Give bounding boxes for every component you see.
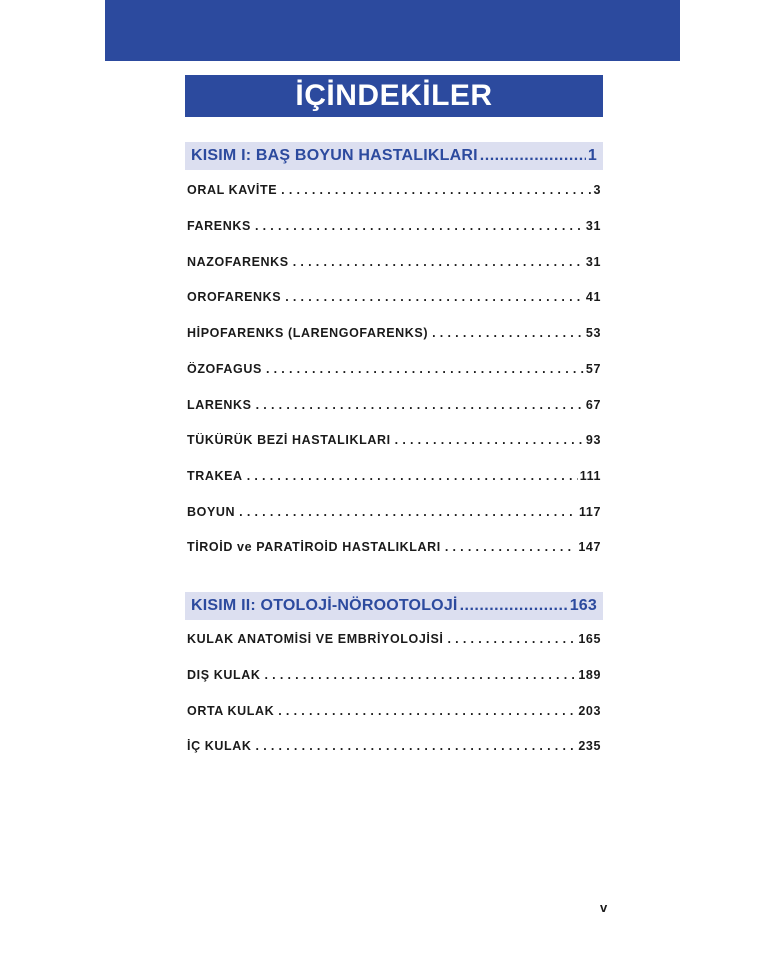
toc-entry-page: 189 bbox=[578, 668, 601, 682]
dot-leader bbox=[448, 632, 577, 646]
dot-leader bbox=[266, 362, 584, 376]
toc-entry-page: 57 bbox=[585, 362, 601, 376]
toc-entry[interactable] bbox=[187, 433, 601, 453]
toc-entry-page: 41 bbox=[585, 290, 601, 304]
toc-entry[interactable] bbox=[187, 704, 601, 724]
dot-leader bbox=[445, 540, 577, 554]
dot-leader bbox=[256, 398, 584, 412]
dot-leader bbox=[264, 668, 576, 682]
toc-entry-page: 67 bbox=[585, 398, 601, 412]
toc-entry-label: TRAKEA bbox=[187, 469, 243, 483]
toc-entry-page: 235 bbox=[578, 739, 601, 753]
dot-leader bbox=[395, 433, 584, 447]
dot-leader bbox=[285, 290, 584, 304]
toc-entry-label: HİPOFARENKS (LARENGOFARENKS) bbox=[187, 326, 429, 340]
dot-leader bbox=[255, 219, 584, 233]
toc-entry[interactable] bbox=[187, 469, 601, 489]
part-page-number: 163 bbox=[569, 597, 597, 614]
toc-entry-label: DIŞ KULAK bbox=[187, 668, 261, 682]
toc-entry-label: TİROİD ve PARATİROİD HASTALIKLARI bbox=[187, 540, 441, 554]
toc-entry[interactable] bbox=[187, 183, 601, 203]
dot-leader bbox=[239, 505, 577, 519]
toc-entry[interactable] bbox=[187, 398, 601, 418]
page-title-text: İÇİNDEKİLER bbox=[295, 79, 493, 112]
toc-entry[interactable] bbox=[187, 219, 601, 239]
part-page-number: 1 bbox=[587, 147, 597, 164]
part-header-2[interactable] bbox=[185, 592, 603, 620]
toc-entry[interactable] bbox=[187, 632, 601, 652]
toc-entry-page: 117 bbox=[579, 505, 601, 519]
toc-entry[interactable] bbox=[187, 739, 601, 759]
toc-entry-page: 3 bbox=[593, 183, 601, 197]
toc-entry-label: TÜKÜRÜK BEZİ HASTALIKLARI bbox=[187, 433, 391, 447]
toc-entry-label: ORTA KULAK bbox=[187, 704, 275, 718]
toc-entry-page: 31 bbox=[585, 255, 601, 269]
toc-entry-page: 203 bbox=[578, 704, 601, 718]
dot-leader bbox=[247, 469, 578, 483]
toc-entry[interactable] bbox=[187, 505, 601, 525]
toc-entry-page: 165 bbox=[578, 632, 601, 646]
toc-entry-label: OROFARENKS bbox=[187, 290, 282, 304]
dot-leader bbox=[281, 183, 591, 197]
toc-entry-page: 93 bbox=[585, 433, 601, 447]
dot-leader bbox=[432, 326, 584, 340]
toc-entry-page: 147 bbox=[578, 540, 601, 554]
toc-entry[interactable] bbox=[187, 362, 601, 382]
toc-entry-page: 111 bbox=[579, 469, 601, 483]
toc-entry-label: KULAK ANATOMİSİ VE EMBRİYOLOJİSİ bbox=[187, 632, 444, 646]
dot-leader bbox=[460, 597, 568, 615]
toc-entry-label: ÖZOFAGUS bbox=[187, 362, 262, 376]
page-title bbox=[185, 75, 603, 117]
dot-leader bbox=[293, 255, 584, 269]
toc-entry[interactable] bbox=[187, 290, 601, 310]
dot-leader bbox=[278, 704, 576, 718]
toc-entry[interactable] bbox=[187, 540, 601, 560]
toc-entry-label: NAZOFARENKS bbox=[187, 255, 289, 269]
toc-entry-label: LARENKS bbox=[187, 398, 252, 412]
toc-entry[interactable] bbox=[187, 255, 601, 275]
toc-entry-page: 31 bbox=[585, 219, 601, 233]
part-title: KISIM I: BAŞ BOYUN HASTALIKLARI bbox=[191, 147, 478, 164]
toc-entry-label: BOYUN bbox=[187, 505, 236, 519]
page-number: v bbox=[600, 900, 608, 915]
part-header-1[interactable] bbox=[185, 142, 603, 170]
top-color-band bbox=[105, 0, 680, 61]
toc-entry-label: FARENKS bbox=[187, 219, 251, 233]
toc-entry[interactable] bbox=[187, 326, 601, 346]
toc-entry-label: İÇ KULAK bbox=[187, 739, 252, 753]
dot-leader bbox=[480, 147, 586, 165]
part-title: KISIM II: OTOLOJİ-NÖROOTOLOJİ bbox=[191, 597, 458, 614]
toc-entry-label: ORAL KAVİTE bbox=[187, 183, 278, 197]
dot-leader bbox=[256, 739, 577, 753]
toc-entry[interactable] bbox=[187, 668, 601, 688]
toc-entry-page: 53 bbox=[585, 326, 601, 340]
